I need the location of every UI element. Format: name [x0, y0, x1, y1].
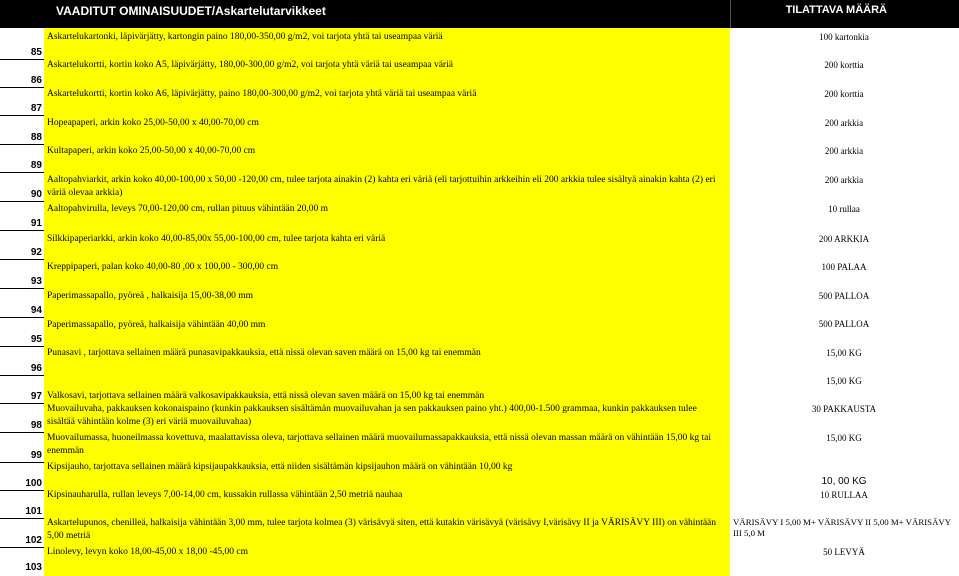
quantity-cell[interactable]: 15,00 KG: [826, 433, 862, 443]
row-number[interactable]: 92: [30, 247, 42, 258]
row-number[interactable]: 97: [30, 391, 42, 402]
quantity-cell[interactable]: 200 arkkia: [824, 175, 864, 185]
row-number[interactable]: 100: [25, 478, 42, 489]
description-cell[interactable]: Aaltopahviarkit, arkin koko 40,00-100,00 x 50,00 -120,00 cm, tulee tarjota ainakin (2) kahta eri väriä (eli tarjottuihin arkkeihin eli 200 arkkia tulee sisältyä ainakin kahta (2) eri väriä olevaa arkkia): [47, 175, 716, 198]
quantity-cell[interactable]: 15,00 KG: [826, 348, 862, 358]
row-divider: [0, 59, 44, 60]
row-divider: [0, 172, 44, 173]
row-number[interactable]: 96: [30, 363, 42, 374]
row-divider: [0, 144, 44, 145]
row-divider: [0, 346, 44, 347]
description-cell[interactable]: Kipsinauharulla, rullan leveys 7,00-14,00 cm, kussakin rullassa vähintään 2,50 metriä nauhaa: [47, 490, 403, 500]
row-number[interactable]: 87: [30, 103, 42, 114]
description-cell[interactable]: Askartelukortti, kortin koko A5, läpivärjätty, 180,00-300,00 g/m2, voi tarjota yhtä väriä tai useampaa väriä: [47, 60, 453, 70]
quantity-cell[interactable]: VÄRISÄVY I 5,00 M+ VÄRISÄVY II 5,00 M+ VÄRISÄVY III 5,0 M: [733, 517, 951, 538]
quantity-cell[interactable]: 200 korttia: [824, 60, 864, 70]
description-cell[interactable]: Silkkipaperiarkki, arkin koko 40,00-85,00x 55,00-100,00 cm, tulee tarjota kahta eri väriä: [47, 234, 386, 244]
quantity-cell[interactable]: 200 arkkia: [824, 146, 864, 156]
quantity-cell[interactable]: 50 LEVYÄ: [823, 547, 865, 557]
row-number[interactable]: 91: [30, 218, 42, 229]
quantity-cell[interactable]: 500 PALLOA: [818, 291, 870, 301]
description-cell[interactable]: Aaltopahvirulla, leveys 70,00-120,00 cm, rullan pituus vähintään 20,00 m: [47, 204, 328, 214]
quantity-cell[interactable]: 200 ARKKIA: [818, 234, 870, 244]
description-cell[interactable]: Kultapaperi, arkin koko 25,00-50,00 x 40,00-70,00 cm: [47, 146, 256, 156]
quantity-cell[interactable]: 100 PALAA: [821, 262, 867, 272]
description-cell[interactable]: Punasavi , tarjottava sellainen määrä punasavipakkauksia, että nissä olevan saven määrä on 15,00 kg tai enemmän: [47, 348, 481, 358]
row-divider: [0, 518, 44, 519]
row-divider: [0, 490, 44, 491]
row-number[interactable]: 93: [30, 276, 42, 287]
description-cell[interactable]: Kipsijauho, tarjottava sellainen määrä kipsijaupakkauksia, että niiden sisältämän kipsijauhon määrä on vähintään 10,00 kg: [47, 462, 513, 472]
row-divider: [0, 230, 44, 231]
header-quantity-title: TILATTAVA MÄÄRÄ: [785, 4, 887, 16]
description-cell[interactable]: Kreppipaperi, palan koko 40,00-80 ,00 x 100,00 - 300,00 cm: [47, 262, 279, 272]
description-cell[interactable]: Askartelupunos, chenilleä, halkaisija vähintään 3,00 mm, tulee tarjota kolmea (3) värisävyä siten, että kutakin värisävyä (värisävy I,värisävy II ja VÄRISÄVY III) on vähintään 5,00 metriä: [47, 518, 717, 541]
quantity-cell[interactable]: 10 rullaa: [828, 204, 860, 214]
row-divider: [0, 547, 44, 548]
row-number[interactable]: 86: [30, 75, 42, 86]
row-divider: [0, 259, 44, 260]
row-divider: [0, 375, 44, 376]
quantity-cell[interactable]: 15,00 KG: [826, 376, 862, 386]
description-cell[interactable]: Paperimassapallo, pyöreä, halkaisija vähintään 40,00 mm: [47, 320, 266, 330]
quantity-cell[interactable]: 100 kartonkia: [819, 32, 869, 42]
quantity-cell[interactable]: 10 RULLAA: [820, 490, 868, 500]
row-divider: [0, 462, 44, 463]
description-cell[interactable]: Muovailumassa, huoneilmassa kovettuva, maalattavissa oleva, tarjottava sellainen määrä muovailumassapakkauksia, että nissä olevan massan määrä on vähintään 15,00 kg tai enemmän: [47, 433, 712, 456]
header-title: VAADITUT OMINAISUUDET/Askartelutarvikkeet: [56, 4, 326, 18]
description-cell[interactable]: Askartelukartonki, läpivärjätty, kartongin paino 180,00-350,00 g/m2, voi tarjota yhtä tai useampaa väriä: [47, 32, 443, 42]
row-number[interactable]: 90: [30, 189, 42, 200]
row-number[interactable]: 102: [25, 535, 42, 546]
description-cell[interactable]: Linolevy, levyn koko 18,00-45,00 x 18,00 -45,00 cm: [47, 547, 248, 557]
description-cell[interactable]: Hopeapaperi, arkin koko 25,00-50,00 x 40,00-70,00 cm: [47, 118, 259, 128]
row-divider: [0, 432, 44, 433]
header-separator: [730, 0, 731, 28]
row-divider: [0, 115, 44, 116]
row-divider: [0, 288, 44, 289]
quantity-cell[interactable]: 200 arkkia: [824, 118, 864, 128]
row-divider: [0, 201, 44, 202]
row-number[interactable]: 89: [30, 160, 42, 171]
row-number[interactable]: 99: [30, 450, 42, 461]
row-number[interactable]: 98: [30, 420, 42, 431]
quantity-cell[interactable]: 500 PALLOA: [818, 319, 870, 329]
quantity-cell[interactable]: 10, 00 KG: [821, 476, 867, 487]
row-number[interactable]: 95: [30, 334, 42, 345]
row-number[interactable]: 85: [30, 47, 42, 58]
row-number[interactable]: 103: [25, 562, 42, 573]
description-cell[interactable]: Valkosavi, tarjottava sellainen määrä valkosavipakkauksia, että nissä olevan saven määrä on 15,00 kg tai enemmän: [47, 391, 485, 401]
header-bar: [0, 0, 959, 28]
description-cell[interactable]: Askartelukortti, kortin koko A6, läpivärjätty, paino 180,00-300,00 g/m2, voi tarjota yhtä väriä tai useampaa väriä: [47, 89, 477, 99]
quantity-cell[interactable]: 30 PAKKAUSTA: [811, 404, 877, 414]
row-number[interactable]: 88: [30, 132, 42, 143]
row-divider: [0, 317, 44, 318]
row-divider: [0, 87, 44, 88]
row-number[interactable]: 94: [30, 305, 42, 316]
row-divider: [0, 403, 44, 404]
description-cell[interactable]: Muovailuvaha, pakkauksen kokonaispaino (kunkin pakkauksen sisältämän muovailuvahan ja sen pakkauksen paino yht.) 400,00-1.500 grammaa, kunkin pakkauksen tulee sisältää vähintään kolme (3) eri väriä muovailuvahaa): [47, 404, 697, 427]
row-number[interactable]: 101: [25, 506, 42, 517]
quantity-cell[interactable]: 200 korttia: [824, 89, 864, 99]
description-cell[interactable]: Paperimassapallo, pyöreä , halkaisija 15,00-38,00 mm: [47, 291, 254, 301]
